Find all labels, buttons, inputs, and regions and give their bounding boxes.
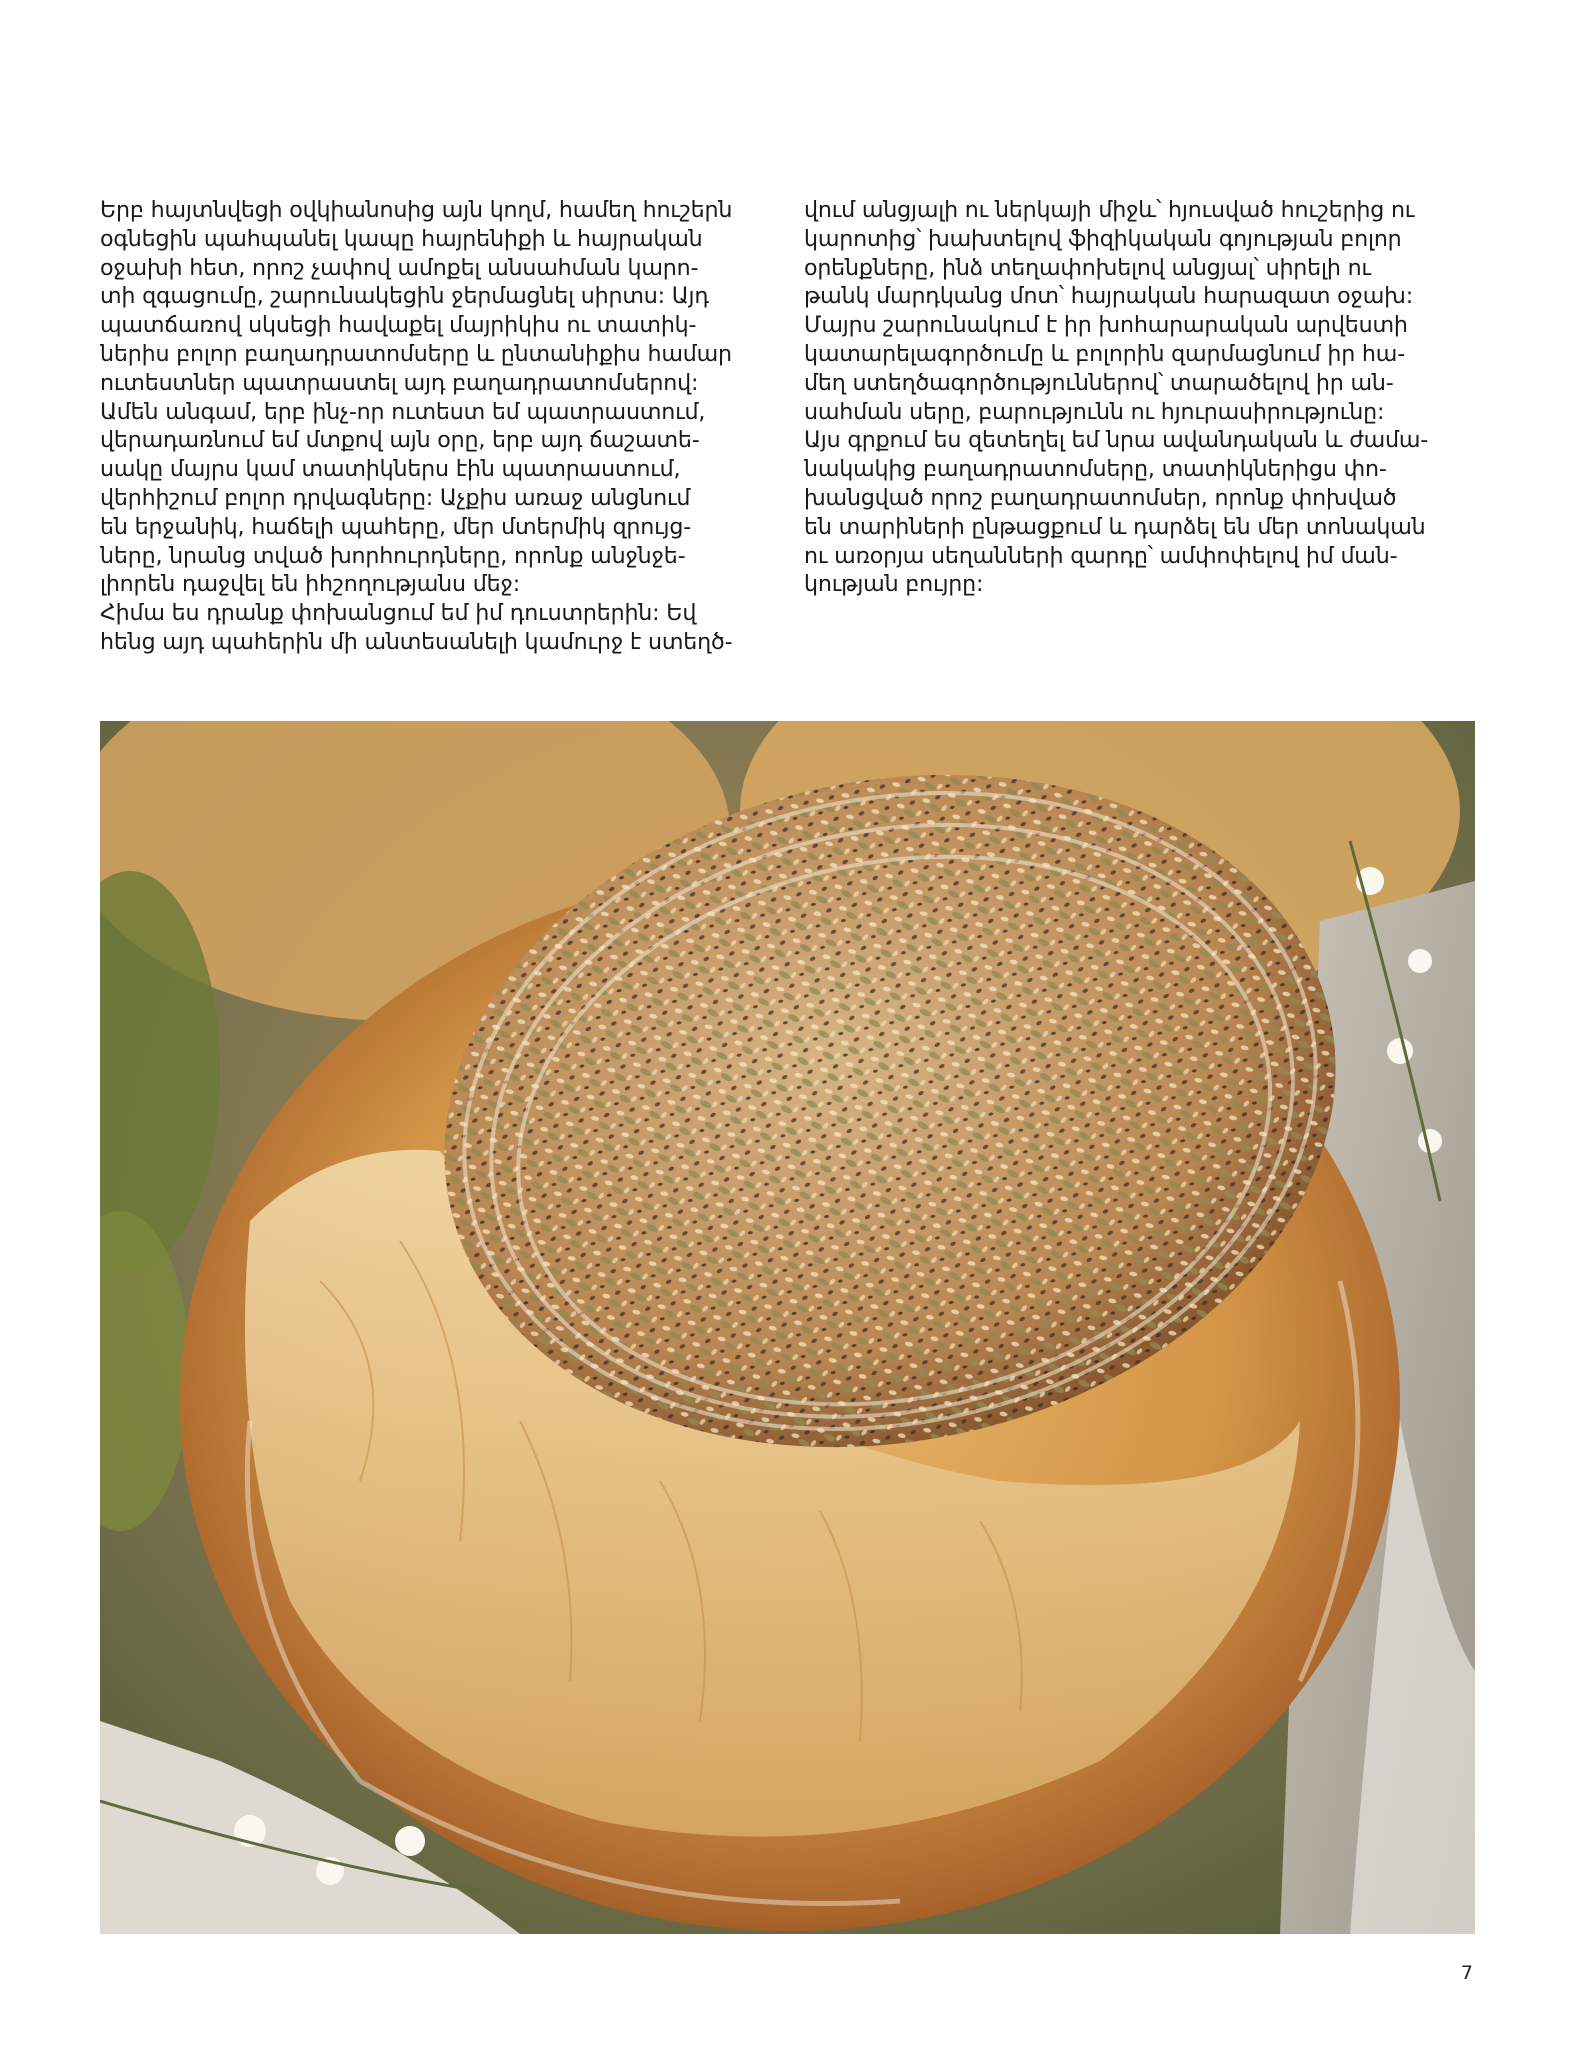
text-line: սահման սերը, բարությունն ու հյուրասիրությունը: bbox=[804, 398, 1385, 425]
text-line: են տարիների ընթացքում և դարձել են մեր տոնական bbox=[804, 513, 1426, 540]
text-line: Երբ հայտնվեցի օվկիանոսից այն կողմ, համեղ հուշերն bbox=[100, 197, 733, 223]
text-line: լիորեն դաջվել են իհշողությանս մեջ: bbox=[100, 571, 520, 598]
text-line: են երջանիկ, հաճելի պահերը, մեր մտերմիկ զրույց- bbox=[100, 513, 692, 540]
text-line: ու առօրյա սեղանների զարդը՝ ամփոփելով իմ ման- bbox=[804, 542, 1398, 569]
page-number: 7 bbox=[1460, 1962, 1473, 1984]
text-line: ներիս բոլոր բաղադրատոմսերը և ընտանիքիս համար bbox=[100, 340, 732, 367]
text-line: հենց այդ պահերին մի անտեսանելի կամուրջ է ստեղծ- bbox=[100, 628, 733, 655]
text-line: օջախի հետ, որոշ չափով ամոքել անսահման կարո- bbox=[100, 254, 699, 281]
text-line: վում անցյալի ու ներկայի միջև՝ հյուսված հուշերից ու bbox=[804, 197, 1415, 223]
text-column-right bbox=[804, 196, 1480, 599]
text-line: կարոտից՝ խախտելով ֆիզիկական գոյության բոլոր bbox=[804, 225, 1402, 252]
text-line: վերադառնում եմ մտքով այն օրը, երբ այդ ճաշատե- bbox=[100, 427, 700, 454]
text-line: օրենքները, ինձ տեղափոխելով անցյալ՝ սիրելի ու bbox=[804, 254, 1371, 281]
bread-illustration bbox=[100, 721, 1475, 1934]
text-line: սակը մայրս կամ տատիկներս էին պատրաստում, bbox=[100, 456, 681, 483]
text-line: ուտեստներ պատրաստել այդ բաղադրատոմսերով: bbox=[100, 369, 699, 396]
text-line: կատարելագործումը և բոլորին զարմացնում իր հա- bbox=[804, 340, 1405, 367]
text-line: Այս գրքում ես զետեղել եմ նրա ավանդական և ժամա- bbox=[804, 427, 1429, 454]
text-line: օգնեցին պահպանել կապը հայրենիքի և հայրական bbox=[100, 225, 703, 252]
body-text bbox=[100, 196, 1475, 686]
text-line: պատճառով սկսեցի հավաքել մայրիկիս ու տատիկ- bbox=[100, 312, 697, 339]
text-line: Հիմա ես դրանք փոխանցում եմ իմ դուստրերին: Եվ bbox=[100, 600, 697, 627]
text-line: տի զգացումը, շարունակեցին ջերմացնել սիրտս: Այդ bbox=[100, 283, 709, 310]
text-line: Ամեն անգամ, երբ ինչ-որ ուտեստ եմ պատրաստում, bbox=[100, 398, 706, 425]
text-line: Մայրս շարունակում է իր խոհարարական արվեստի bbox=[804, 312, 1408, 339]
bread-photo bbox=[100, 721, 1475, 1934]
text-line: նակակից բաղադրատոմսերը, տատիկներիցս փո- bbox=[804, 456, 1387, 483]
text-line: ները, նրանց տված խորհուրդները, որոնք անջնջե- bbox=[100, 542, 686, 569]
text-line: խանցված որոշ բաղադրատոմսեր, որոնք փոխված bbox=[804, 484, 1397, 511]
text-line: թանկ մարդկանց մոտ՝ հայրական հարազատ օջախ: bbox=[804, 283, 1413, 310]
text-line: կության բույրը: bbox=[804, 571, 984, 598]
text-column-left bbox=[100, 196, 776, 657]
text-line: վերհիշում բոլոր դրվագները: Աչքիս առաջ անցնում bbox=[100, 484, 691, 511]
text-line: մեղ ստեղծագործություններով՝ տարածելով իր ան- bbox=[804, 369, 1394, 396]
